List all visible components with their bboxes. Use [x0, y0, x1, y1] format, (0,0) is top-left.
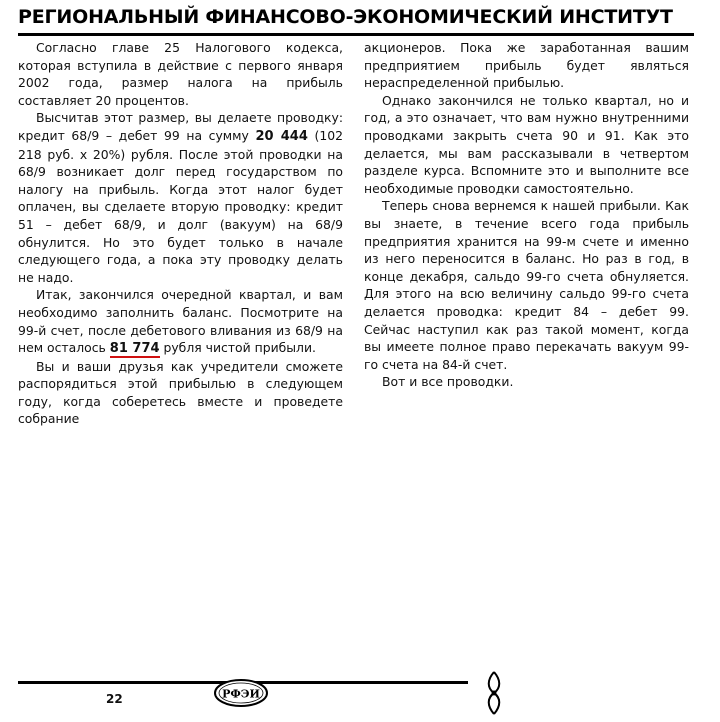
right-column — [364, 39, 689, 391]
tax-amount: 20 444 — [255, 128, 308, 144]
paragraph-text: Высчитав этот размер, вы делаете проводку: кредит 68/9 – дебет 99 на сумму — [18, 110, 343, 143]
paragraph: Вот и все проводки. — [382, 374, 514, 390]
page-header-title: РЕГИОНАЛЬНЫЙ ФИНАНСОВО-ЭКОНОМИЧЕСКИЙ ИНСТИТУТ — [18, 6, 673, 28]
paragraph-text: рубля чистой прибыли. — [159, 340, 316, 356]
paragraph-text: (102 218 руб. х 20%) рубля. После этой проводки на 68/9 возникает долг перед государством по налогу на прибыль. Когда этот налог будет оплачен, вы сделаете вторую проводку: кредит 51 – дебет 68/9, и долг (вакуум) на 68/9 обнулится. Но это будет только в начале следующего года, а пока эту проводку делать не надо. — [18, 127, 343, 285]
paragraph-text: Итак, закончился очередной квартал, и вам необходимо заполнить баланс. Посмотрите на 99-й счет, после дебетового вливания из 68/9 на нем осталось — [18, 287, 343, 356]
paragraph: акционеров. Пока же заработанная вашим предприятием прибыль будет являться нераспределенной прибылью. — [364, 40, 689, 91]
page-number: 22 — [106, 692, 123, 706]
left-column — [18, 39, 343, 428]
vertical-ornament-icon — [481, 670, 507, 716]
paragraph: Однако закончился не только квартал, но и год, а это означает, что вам нужно внутренними проводками закрыть счета 90 и 91. Как это делается, мы вам рассказывали в четвертом разделе курса. Вспомните это и выполните все необходимые проводки самостоятельно. — [364, 92, 689, 196]
paragraph — [18, 109, 343, 286]
paragraph: Теперь снова вернемся к нашей прибыли. Как вы знаете, в течение всего года прибыль предприятия хранится на 99-м счете и именно из него переносится в баланс. Но раз в год, в конце декабря, сальдо 99-го счета обнуляется. Для этого на всю величину сальдо 99-го счета делается проводка: кредит 84 – дебет 99. Сейчас наступил как раз такой момент, когда вы имеете полное право перекачать вакуум 99-го счета на 84-й счет. — [364, 198, 689, 372]
paragraph: Согласно главе 25 Налогового кодекса, которая вступила в действие с первого января 2002 года, размер налога на прибыль составляет 20 процентов. — [18, 40, 343, 108]
paragraph — [18, 286, 343, 357]
paragraph: Вы и ваши друзья как учредители сможете распорядиться этой прибылью в следующем году, когда соберетесь вместе и проведете собрание — [18, 358, 343, 427]
net-profit-amount: 81 774 — [109, 341, 160, 357]
institute-logo-icon — [212, 677, 270, 709]
logo-text: РФЭИ — [222, 687, 260, 701]
header-divider — [18, 33, 694, 36]
